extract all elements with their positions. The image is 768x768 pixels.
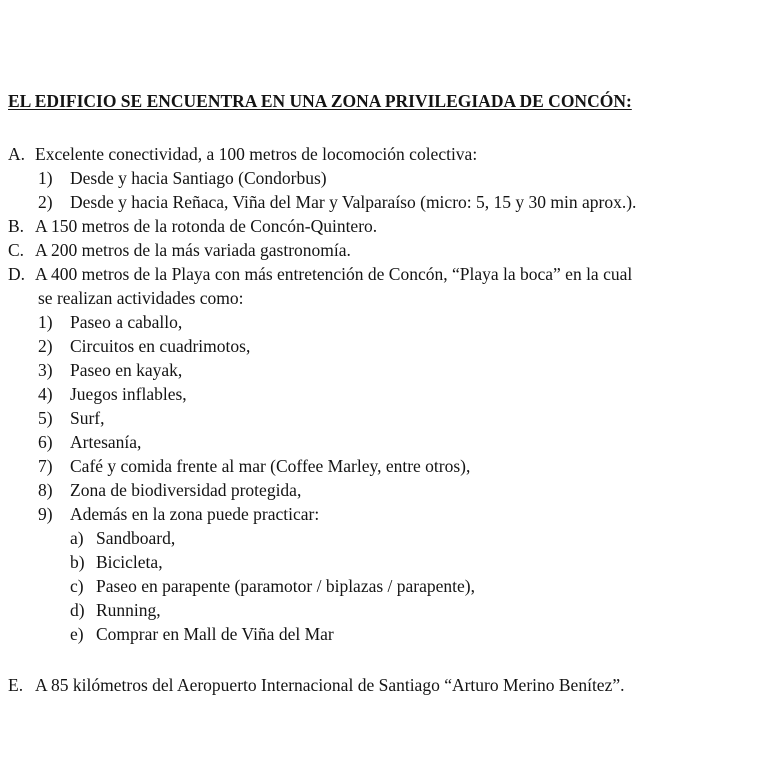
list-item-text: Sandboard, (96, 528, 176, 548)
list-item-text: Bicicleta, (96, 552, 163, 572)
list-marker: a) (70, 528, 84, 548)
list-item-text: Paseo en parapente (paramotor / biplazas / parapente), (96, 576, 475, 596)
list-marker: B. (8, 216, 25, 236)
list-item-text: Excelente conectividad, a 100 metros de locomoción colectiva: (35, 144, 478, 164)
list-marker: b) (70, 552, 85, 572)
list-item-text: se realizan actividades como: (38, 288, 244, 308)
list-item-d-2 (38, 335, 250, 357)
list-marker: 6) (38, 432, 53, 452)
list-item-text: Running, (96, 600, 161, 620)
list-item-e (8, 674, 624, 696)
list-marker: C. (8, 240, 25, 260)
list-item-c (8, 239, 351, 261)
list-marker: A. (8, 144, 26, 164)
list-marker: 2) (38, 192, 53, 212)
list-item-text: Paseo a caballo, (70, 312, 183, 332)
list-item-d-9-c (70, 575, 475, 597)
list-marker: 3) (38, 360, 53, 380)
list-item-text: Además en la zona puede practicar: (70, 504, 320, 524)
list-item-d-9-e (70, 623, 334, 645)
list-item-d-7 (38, 455, 470, 477)
list-marker: E. (8, 675, 24, 695)
list-item-d-5 (38, 407, 105, 429)
list-item-d-1 (38, 311, 182, 333)
list-item-a (8, 143, 477, 165)
list-item-d-9-d (70, 599, 161, 621)
list-item-d-9 (38, 503, 319, 525)
list-item-text: Paseo en kayak, (70, 360, 183, 380)
document-heading: EL EDIFICIO SE ENCUENTRA EN UNA ZONA PRIVILEGIADA DE CONCÓN: (8, 91, 632, 111)
list-marker: 1) (38, 312, 53, 332)
list-item-text: Comprar en Mall de Viña del Mar (96, 624, 334, 644)
list-marker: d) (70, 600, 85, 620)
list-marker: 8) (38, 480, 53, 500)
list-item-text: Surf, (70, 408, 105, 428)
list-marker: D. (8, 264, 26, 284)
list-item-text: Desde y hacia Reñaca, Viña del Mar y Valparaíso (micro: 5, 15 y 30 min aprox.). (70, 192, 637, 212)
list-marker: 5) (38, 408, 53, 428)
list-item-d (8, 263, 632, 285)
list-item-b (8, 215, 377, 237)
list-item-d-9-b (70, 551, 163, 573)
list-marker: 1) (38, 168, 53, 188)
list-item-d-4 (38, 383, 187, 405)
list-marker: e) (70, 624, 84, 644)
list-marker: 2) (38, 336, 53, 356)
list-item-d-6 (38, 431, 141, 453)
list-item-text: Circuitos en cuadrimotos, (70, 336, 251, 356)
list-item-a-2 (38, 191, 636, 213)
list-item-text: A 200 metros de la más variada gastronomía. (35, 240, 351, 260)
list-item-a-1 (38, 167, 327, 189)
list-item-d-8 (38, 479, 301, 501)
list-marker: c) (70, 576, 84, 596)
list-item-text: Café y comida frente al mar (Coffee Marley, entre otros), (70, 456, 471, 476)
list-item-d-3 (38, 359, 182, 381)
list-marker: 9) (38, 504, 53, 524)
list-item-d-9-a (70, 527, 175, 549)
list-item-text: A 400 metros de la Playa con más entretención de Concón, “Playa la boca” en la cual (35, 264, 633, 284)
list-marker: 7) (38, 456, 53, 476)
list-item-text: Desde y hacia Santiago (Condorbus) (70, 168, 327, 188)
list-marker: 4) (38, 384, 53, 404)
list-item-text: Zona de biodiversidad protegida, (70, 480, 302, 500)
list-item-text: Artesanía, (70, 432, 142, 452)
list-item-d-continuation (38, 287, 244, 309)
list-item-text: A 85 kilómetros del Aeropuerto Internacional de Santiago “Arturo Merino Benítez”. (35, 675, 625, 695)
list-item-text: A 150 metros de la rotonda de Concón-Quintero. (35, 216, 378, 236)
list-item-text: Juegos inflables, (70, 384, 187, 404)
